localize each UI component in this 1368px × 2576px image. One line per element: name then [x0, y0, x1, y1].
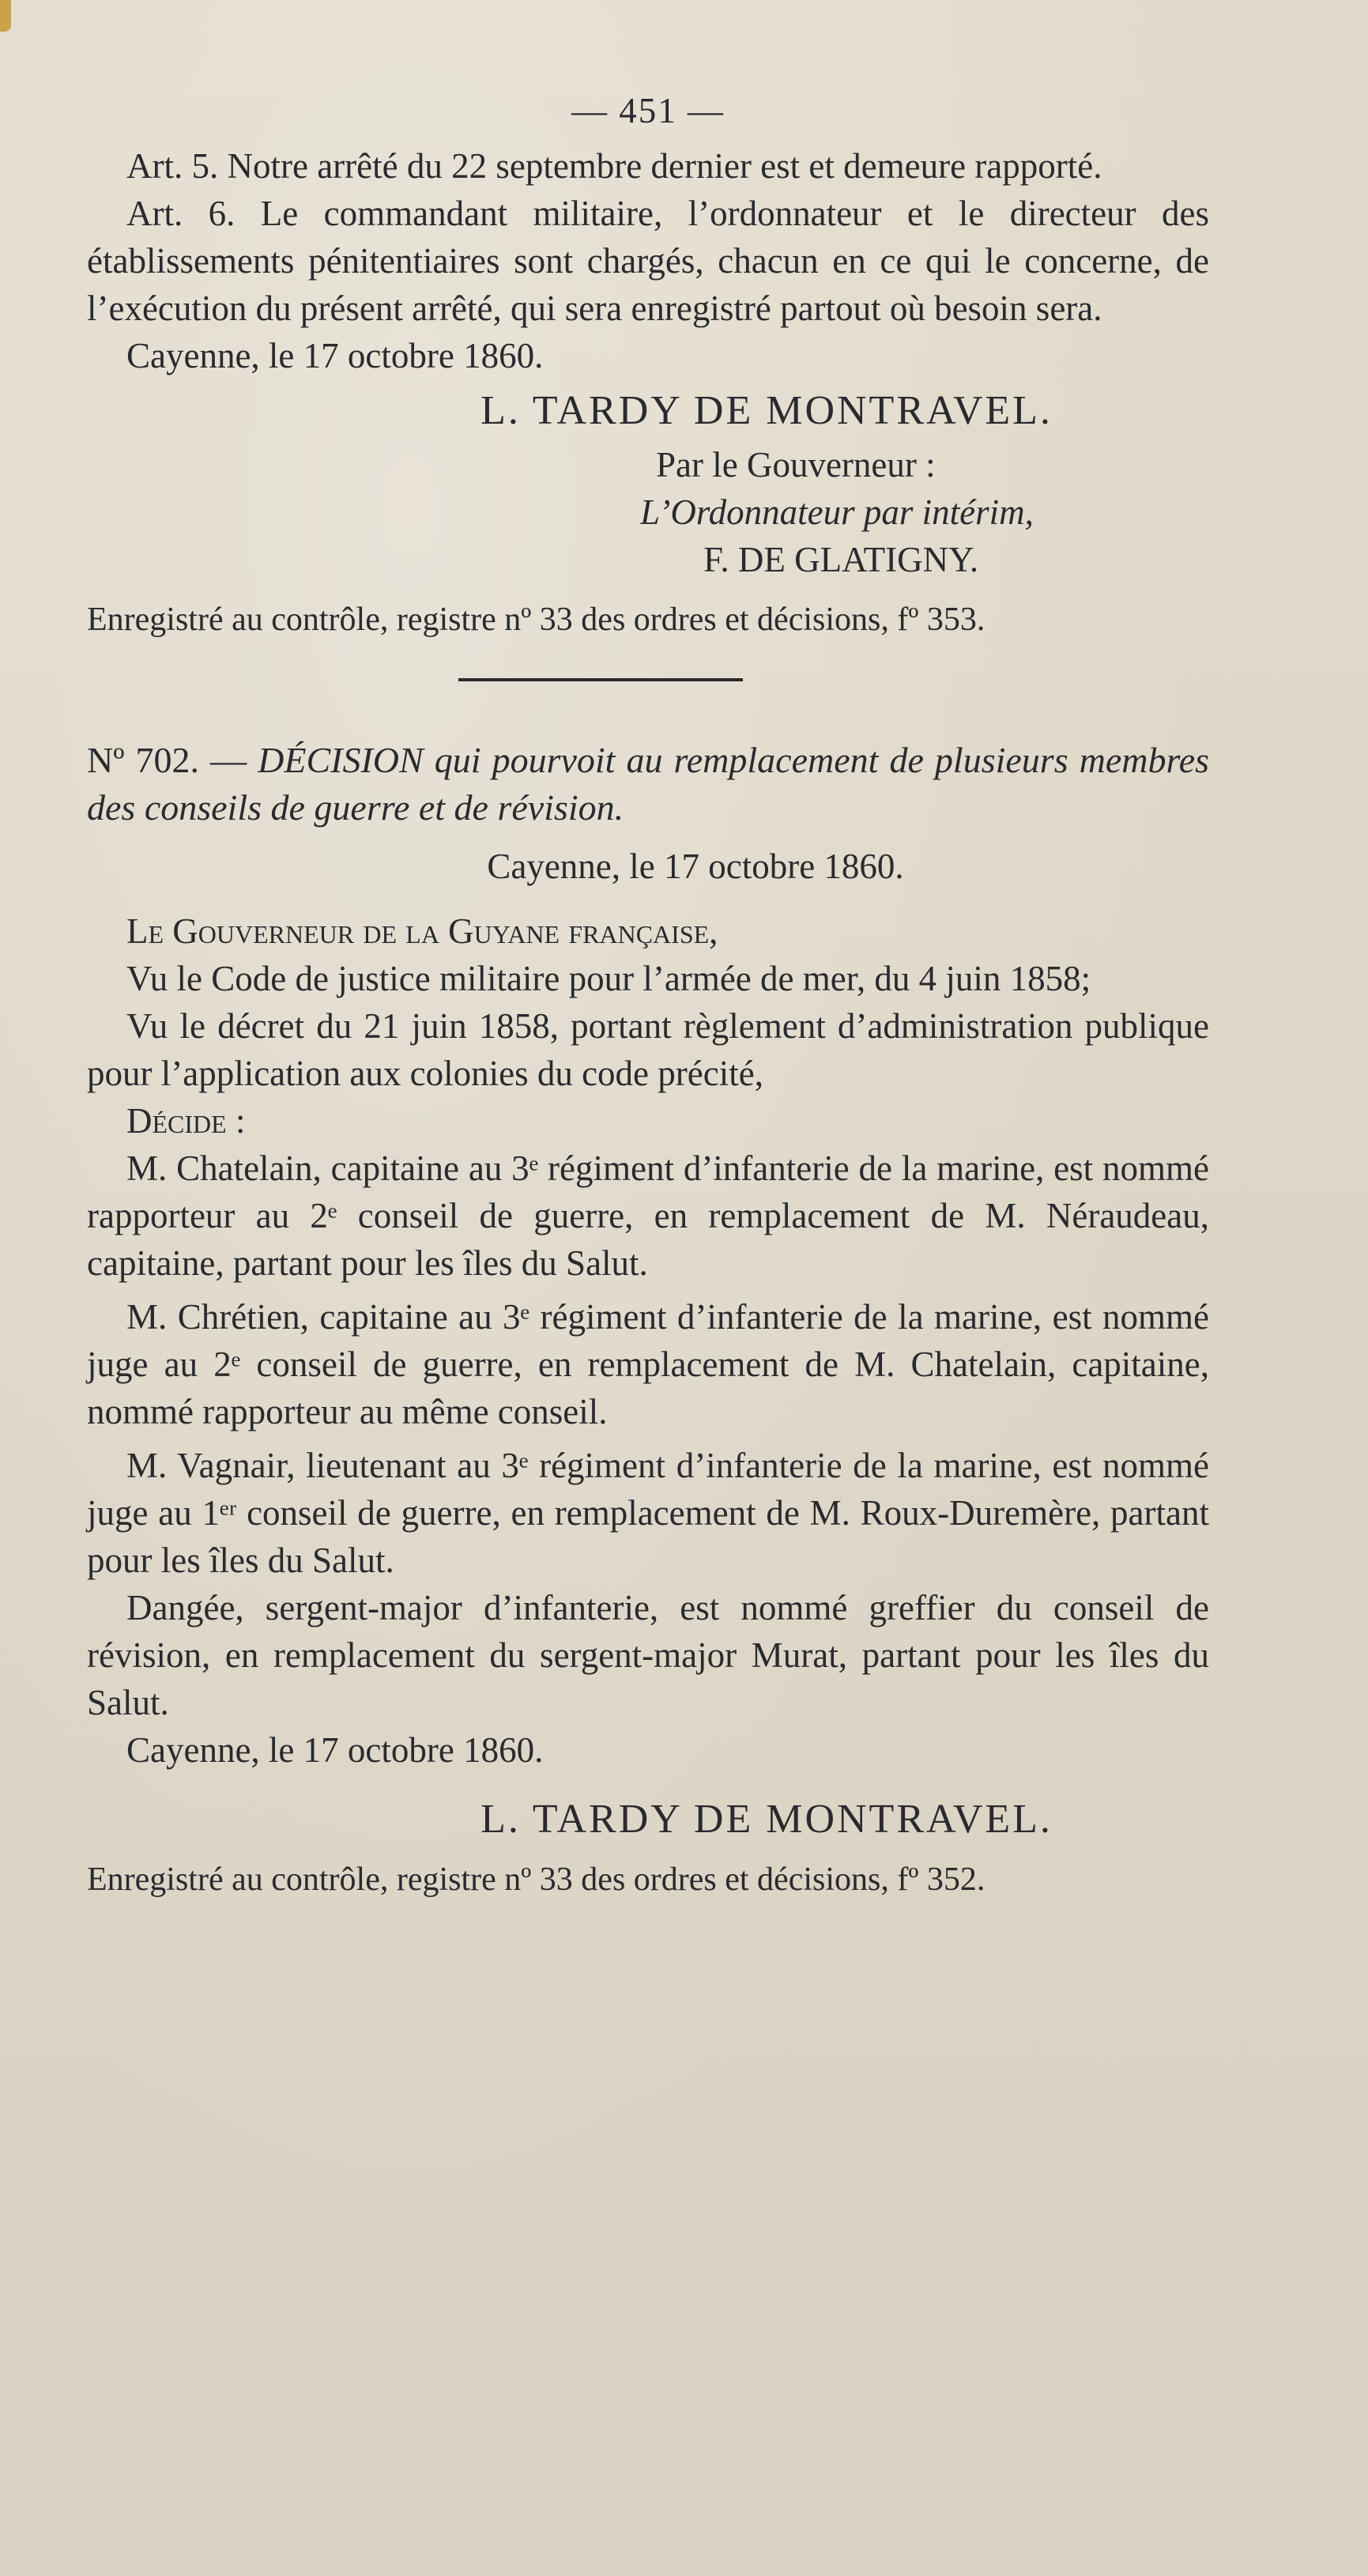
- decision-number: Nº 702. —: [87, 740, 247, 780]
- signature-governor-2: L. TARDY DE MONTRAVEL.: [480, 1797, 1053, 1842]
- by-governor-label: Par le Gouverneur :: [656, 445, 936, 485]
- countersignature: F. DE GLATIGNY.: [703, 540, 979, 579]
- ordonnateur-label: L’Ordonnateur par intérim,: [640, 492, 1034, 532]
- appointment-paragraph-2: M. Chrétien, capitaine au 3ᵉ régiment d’infanterie de la marine, est nommé juge au 2ᵉ conseil de guerre, en remplacement de M. Chatelain, capitaine, nommé rapporteur au même conseil.: [87, 1297, 1209, 1431]
- appointment-paragraph-1: M. Chatelain, capitaine au 3ᵉ régiment d’infanterie de la marine, est nommé rapporteur au 2ᵉ conseil de guerre, en remplacement de M. Néraudeau, capitaine, partant pour les îles du Salut.: [87, 1148, 1209, 1283]
- decision-dateline: Cayenne, le 17 octobre 1860.: [487, 847, 904, 886]
- decide-label: Décide :: [126, 1101, 246, 1141]
- place-date-1: Cayenne, le 17 octobre 1860.: [126, 336, 544, 375]
- page-number: — 451 —: [571, 91, 725, 130]
- article-6: Art. 6. Le commandant militaire, l’ordonnateur et le directeur des établissements pénitentiaires sont chargés, chacun en ce qui le concerne, de l’exécution du présent arrêté, qui sera enregistré partout où besoin sera.: [87, 194, 1209, 328]
- governor-heading: Le Gouverneur de la Guyane française,: [126, 911, 718, 951]
- corner-stain: [0, 0, 11, 32]
- decision-heading: [87, 737, 1209, 832]
- registration-note-1: Enregistré au contrôle, registre nº 33 des ordres et décisions, fº 353.: [87, 602, 985, 638]
- vu-clause-1: Vu le Code de justice militaire pour l’armée de mer, du 4 juin 1858;: [126, 959, 1091, 998]
- appointment-paragraph-3: M. Vagnair, lieutenant au 3ᵉ régiment d’infanterie de la marine, est nommé juge au 1ᵉʳ conseil de guerre, en remplacement de M. Roux-Duremère, partant pour les îles du Salut.: [87, 1446, 1209, 1580]
- document-body: [87, 87, 1209, 1903]
- vu-clause-2: Vu le décret du 21 juin 1858, portant règlement d’administration publique pour l’application aux colonies du code précité,: [87, 1006, 1209, 1093]
- registration-note-2: Enregistré au contrôle, registre nº 33 des ordres et décisions, fº 352.: [87, 1861, 985, 1898]
- place-date-2: Cayenne, le 17 octobre 1860.: [126, 1730, 544, 1770]
- section-divider: [458, 678, 743, 681]
- appointment-paragraph-4: Dangée, sergent-major d’infanterie, est nommé greffier du conseil de révision, en remplacement du sergent-major Murat, partant pour les îles du Salut.: [87, 1588, 1209, 1722]
- decision-title: DÉCISION qui pourvoit au remplacement de plusieurs membres des conseils de guerre et de révision.: [87, 740, 1210, 828]
- signature-governor-1: L. TARDY DE MONTRAVEL.: [480, 388, 1053, 433]
- article-5: Art. 5. Notre arrêté du 22 septembre dernier est et demeure rapporté.: [126, 146, 1102, 186]
